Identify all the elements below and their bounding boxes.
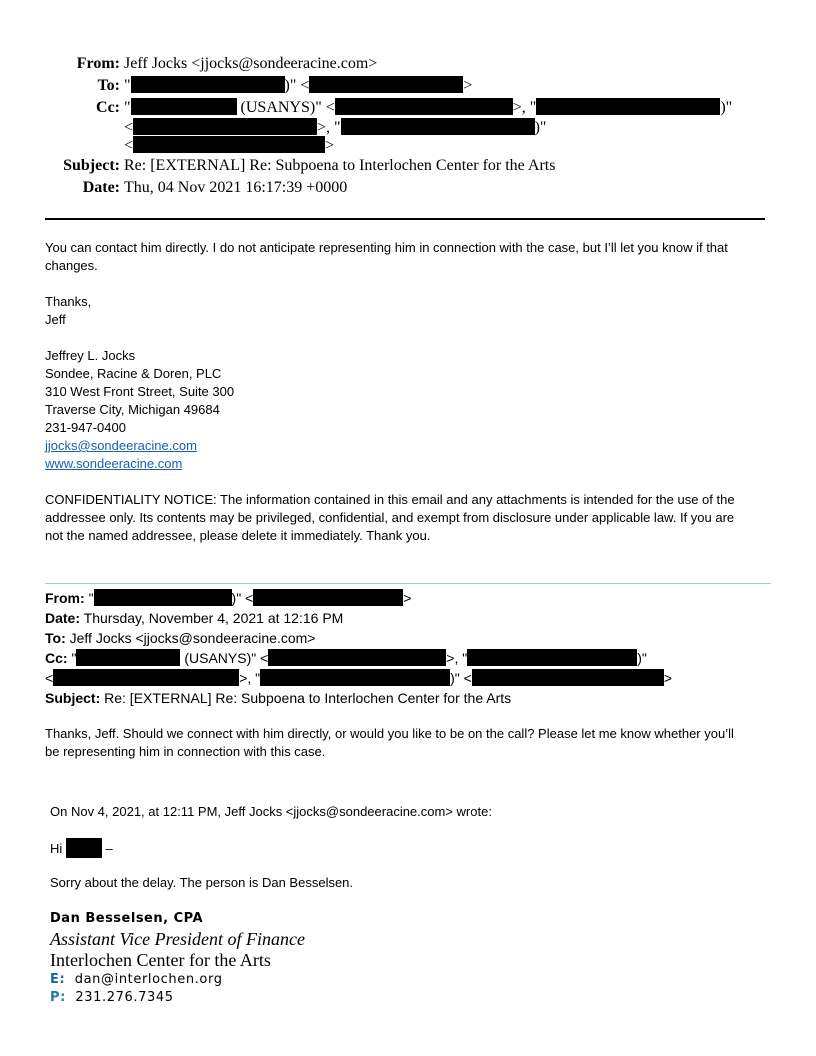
orig-sig-org: Interlochen Center for the Arts bbox=[50, 950, 271, 970]
cc-label: Cc: bbox=[96, 99, 120, 116]
redaction-bar bbox=[341, 118, 535, 135]
header-divider bbox=[45, 218, 765, 220]
orig-sig-phone-row bbox=[50, 990, 174, 1005]
quoted-to: To: Jeff Jocks <jjocks@sondeeracine.com> bbox=[45, 630, 316, 646]
redaction-bar bbox=[536, 98, 720, 115]
redaction-bar bbox=[133, 136, 325, 153]
quoted-from: From: " )" < > bbox=[45, 590, 412, 606]
reply-line-2: changes. bbox=[45, 258, 98, 273]
cc-value-line3: < > bbox=[124, 137, 335, 154]
notice-line-2: addressee only. Its contents may be privileged, confidential, and exempt from disclosure under applicable law. If you are bbox=[45, 510, 735, 525]
redaction-bar bbox=[133, 118, 317, 135]
reply-signoff-name: Jeff bbox=[45, 312, 66, 327]
quoted-subject: Subject: Re: [EXTERNAL] Re: Subpoena to Interlochen Center for the Arts bbox=[45, 690, 512, 706]
phone-label: P: bbox=[50, 990, 66, 1005]
sig-firm: Sondee, Racine & Doren, PLC bbox=[45, 366, 222, 381]
sig-phone: 231-947-0400 bbox=[45, 420, 126, 435]
date-value: Thu, 04 Nov 2021 16:17:39 +0000 bbox=[124, 179, 348, 196]
redaction-bar bbox=[76, 649, 180, 666]
redaction-bar bbox=[94, 589, 232, 606]
redaction-bar bbox=[472, 669, 664, 686]
sig-email-link[interactable]: jjocks@sondeeracine.com bbox=[45, 438, 197, 453]
sig-website-link[interactable]: www.sondeeracine.com bbox=[45, 456, 183, 471]
to-label: To: bbox=[97, 77, 120, 94]
sig-address-2: Traverse City, Michigan 49684 bbox=[45, 402, 220, 417]
redaction-bar bbox=[253, 589, 403, 606]
original-greeting: Hi – bbox=[50, 838, 113, 858]
from-value: Jeff Jocks <jjocks@sondeeracine.com> bbox=[124, 55, 378, 72]
cc-value-line1: " (USANYS)" < >, " )" bbox=[124, 99, 733, 116]
reply-thanks: Thanks, bbox=[45, 294, 92, 309]
sig-address-1: 310 West Front Street, Suite 300 bbox=[45, 384, 235, 399]
redaction-bar bbox=[309, 76, 463, 93]
subject-value: Re: [EXTERNAL] Re: Subpoena to Interlochen Center for the Arts bbox=[124, 157, 556, 174]
redaction-bar bbox=[53, 669, 239, 686]
subject-label: Subject: bbox=[63, 157, 120, 174]
redaction-bar bbox=[335, 98, 513, 115]
cc-value-line2: < >, " )" bbox=[124, 119, 547, 136]
orig-sig-email: dan@interlochen.org bbox=[74, 972, 223, 987]
quoted-cc-line1: Cc: " (USANYS)" < >, " )" bbox=[45, 650, 647, 666]
redaction-bar bbox=[268, 649, 446, 666]
email-label: E: bbox=[50, 972, 66, 987]
from-label: From: bbox=[76, 55, 120, 72]
redaction-bar bbox=[260, 669, 450, 686]
reply-line-1: You can contact him directly. I do not anticipate representing him in connection with the case, but I’ll let you know if that bbox=[45, 240, 728, 255]
quoted-divider bbox=[45, 583, 771, 584]
quoted-body-line-1: Thanks, Jeff. Should we connect with him directly, or would you like to be on the call? Please let me know whether you’ll bbox=[45, 726, 734, 741]
quoted-date: Date: Thursday, November 4, 2021 at 12:16 PM bbox=[45, 610, 344, 626]
notice-line-1: CONFIDENTIALITY NOTICE: The information contained in this email and any attachments is intended for the use of the bbox=[45, 492, 735, 507]
redaction-bar bbox=[467, 649, 637, 666]
redaction-bar bbox=[131, 98, 237, 115]
date-label: Date: bbox=[82, 179, 120, 196]
original-intro: On Nov 4, 2021, at 12:11 PM, Jeff Jocks <jjocks@sondeeracine.com> wrote: bbox=[50, 804, 492, 819]
redaction-bar bbox=[131, 76, 285, 93]
quoted-cc-line2: < >, " )" < > bbox=[45, 670, 673, 686]
orig-sig-email-row bbox=[50, 972, 223, 987]
orig-sig-name: Dan Besselsen, CPA bbox=[50, 911, 204, 926]
orig-sig-title: Assistant Vice President of Finance bbox=[50, 929, 305, 949]
original-body: Sorry about the delay. The person is Dan Besselsen. bbox=[50, 875, 354, 890]
sig-name: Jeffrey L. Jocks bbox=[45, 348, 136, 363]
quoted-body-line-2: be representing him in connection with this case. bbox=[45, 744, 326, 759]
orig-sig-phone: 231.276.7345 bbox=[75, 990, 174, 1005]
notice-line-3: not the named addressee, please delete it immediately. Thank you. bbox=[45, 528, 431, 543]
to-value: " )" < > bbox=[124, 77, 473, 94]
redaction-bar bbox=[66, 838, 102, 858]
